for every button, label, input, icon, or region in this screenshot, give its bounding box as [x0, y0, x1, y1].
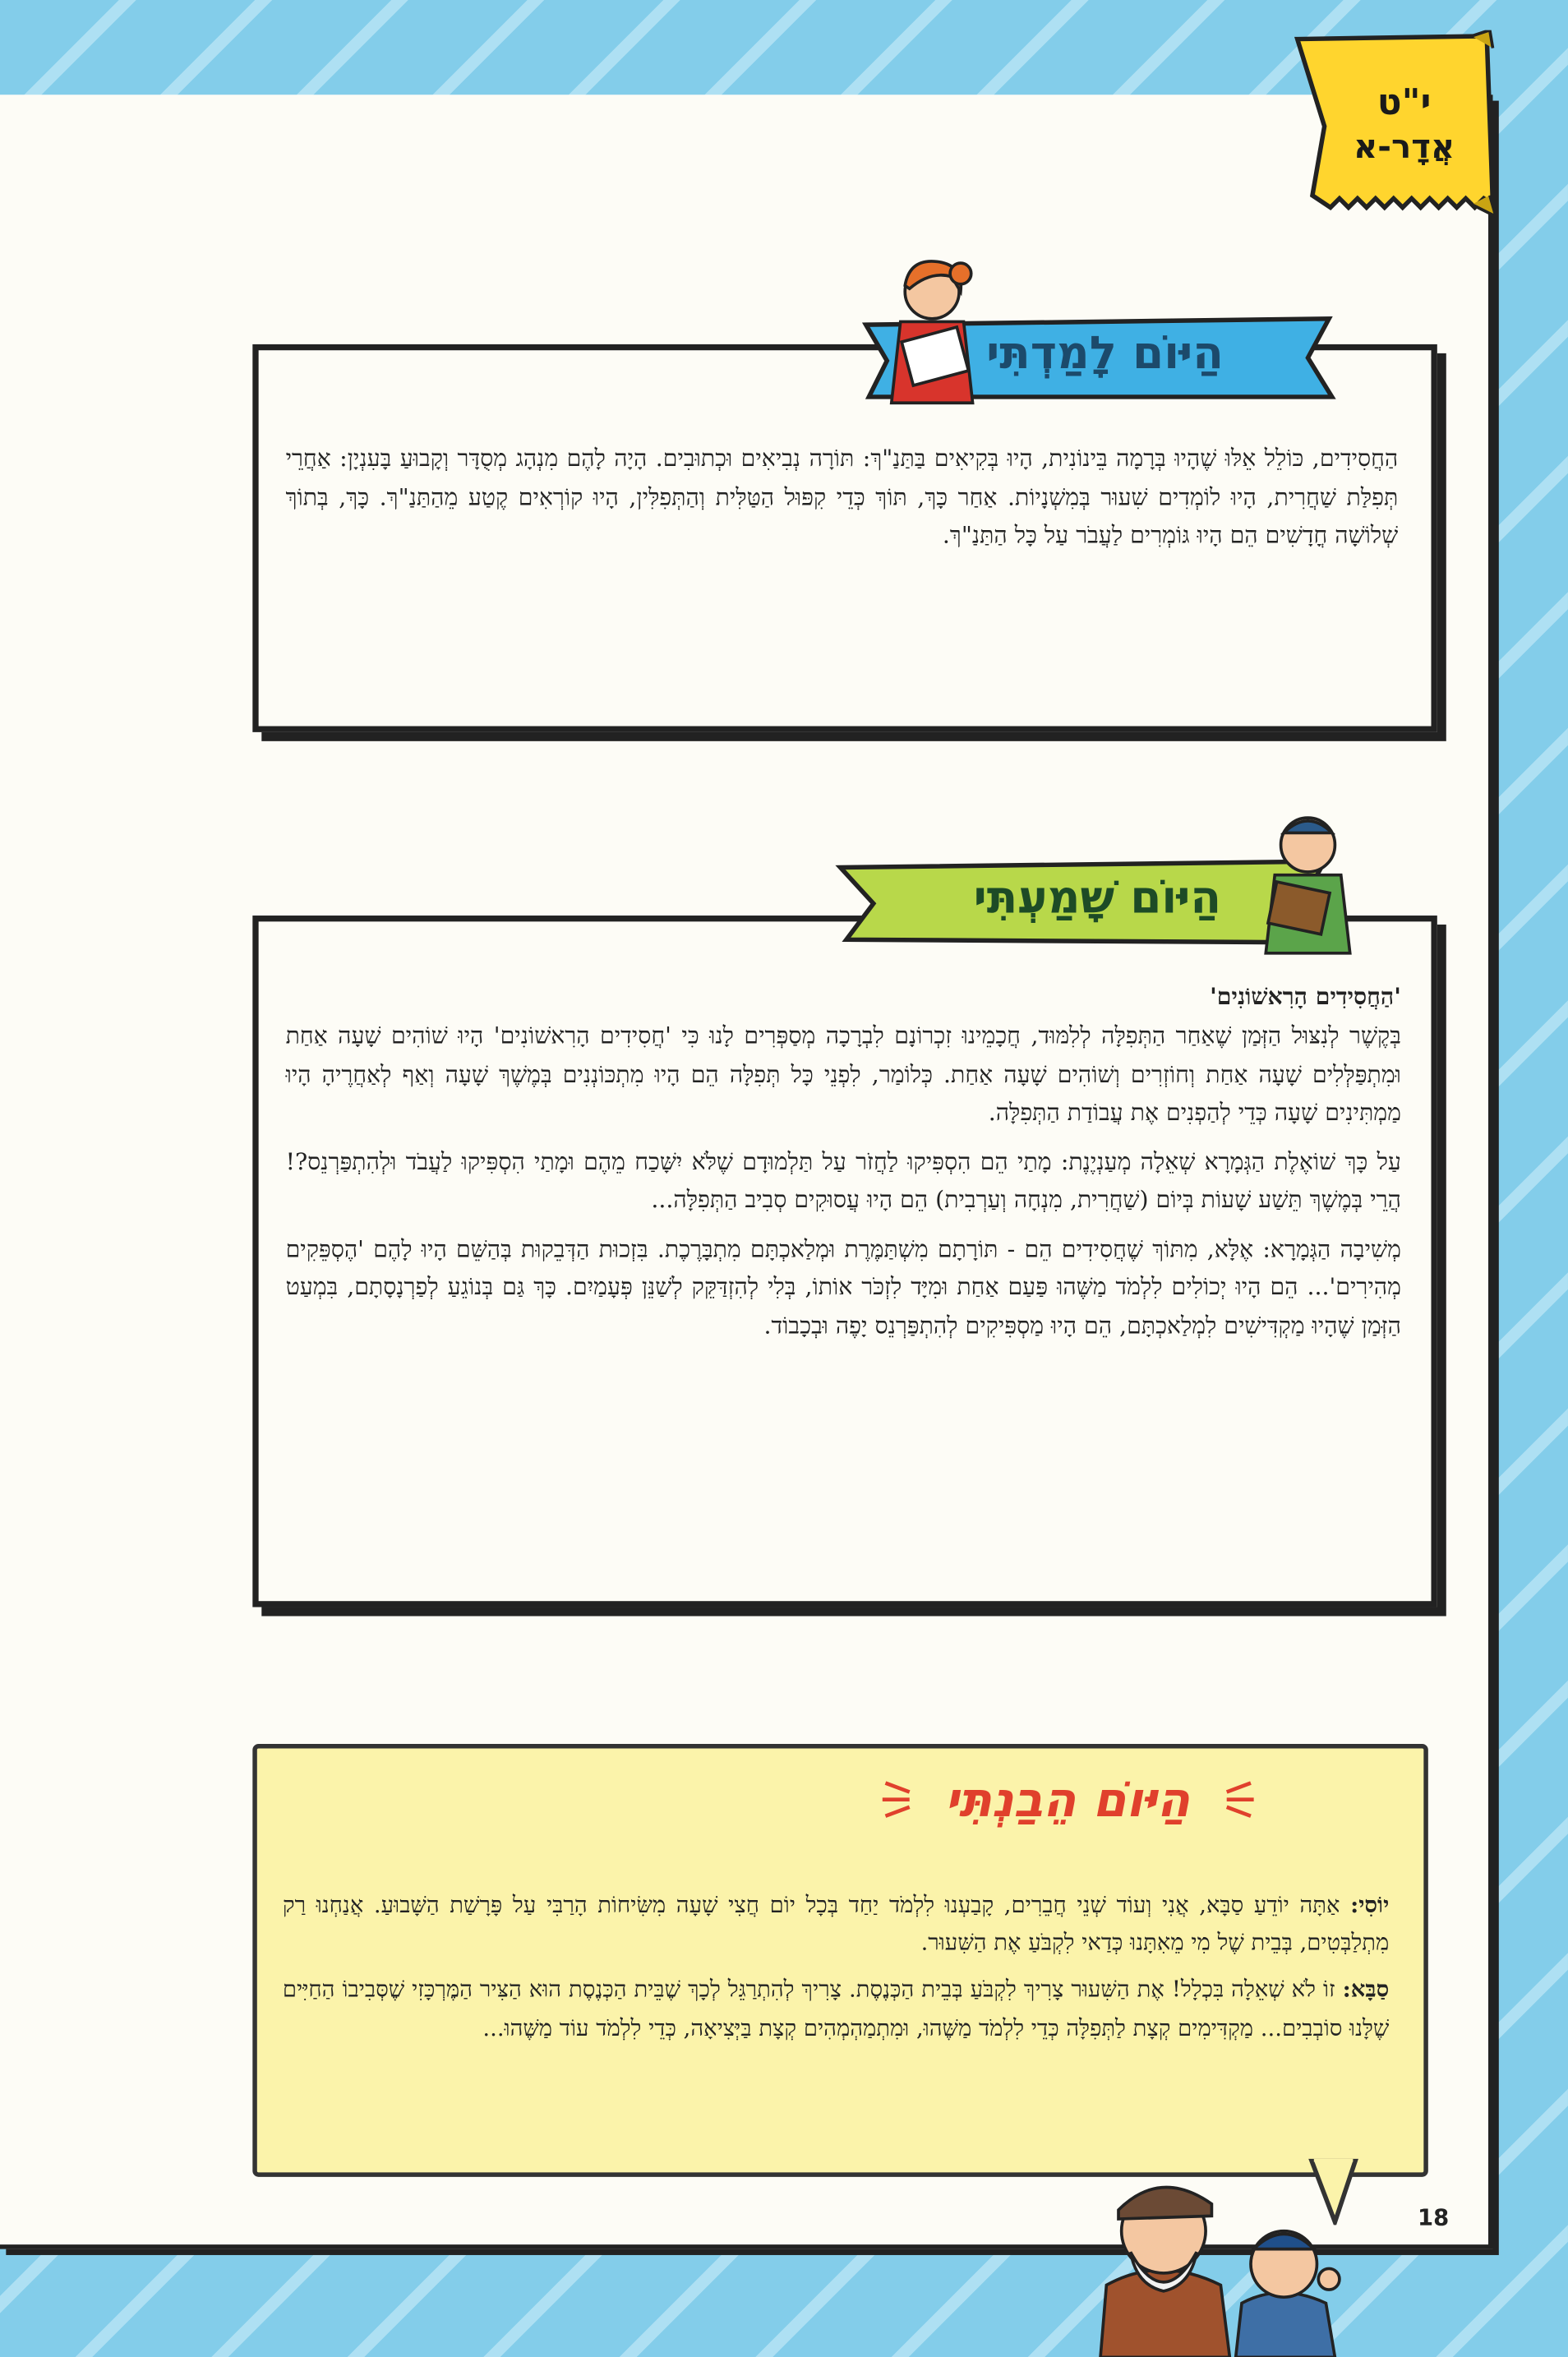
girl-reading-illustration [865, 256, 1000, 406]
page-number: 18 [1418, 2203, 1450, 2231]
sparks-left-icon [879, 1777, 915, 1822]
date-month: אֲדָר-א [1353, 129, 1455, 168]
learned-title: הַיּוֹם לָמַדְתִּי [986, 327, 1224, 381]
sparks-right-icon [1220, 1777, 1257, 1822]
speaker-saba: סַבָּא: [1342, 1976, 1390, 2004]
saba-text: זוֹ לֹא שְׁאֵלָה בִּכְלָל! אֶת הַשִּׁעוּר צָרִיךְ לִקְבֹּעַ בְּבֵית הַכְּנֶסֶת. צָרִיךְ לְהִתְרַגֵּל לְכָךְ שֶׁבֵּית הַכְּנֶסֶת הוּא הַצִּיר הַמֶּרְכָּזִי שֶׁסְּבִיבוֹ הַחַיִּים שֶׁלָּנוּ סוֹבְבִים... מַקְדִּימִים קְצָת לַתְּפִלָּה כְּדֵי לִלְמֹד מַשֶּׁהוּ, וּמִתְמַהְמְהִים קְצָת בַּיְּצִיאָה, כְּדֵי לִלְמֹד עוֹד מַשֶּׁהוּ... [282, 1976, 1390, 2041]
heard-paragraph-2: עַל כָּךְ שׁוֹאֶלֶת הַגְּמָרָא שְׁאֵלָה מְעַנְיֶנֶת: מָתַי הֵם הִסְפִּיקוּ לַחֲזֹר עַל תַּלְמוּדָם שֶׁלֹּא יִשָּׁכַח מֵהֶם וּמָתַי הִסְפִּיקוּ לַעֲבֹד וּלְהִתְפַּרְנֵס?! הֲרֵי בְּמֶשֶׁךְ תֵּשַׁע שָׁעוֹת בְּיוֹם (שַׁחֲרִית, מִנְחָה וְעַרְבִית) הֵם הָיוּ עֲסוּקִים סְבִיב הַתְּפִלָּה... [285, 1148, 1401, 1214]
speaker-yossi: יוֹסִי: [1350, 1891, 1390, 1919]
boy-reading-illustration [1245, 806, 1365, 957]
grandpa-and-boy-illustration [1086, 2135, 1356, 2357]
understood-title: הַיּוֹם הֵבַנְתִּי [944, 1770, 1190, 1829]
learned-text: הַחֲסִידִים, כּוֹלֵל אֵלּוּ שֶׁהָיוּ בְּרָמָה בֵּינוֹנִית, הָיוּ בְּקִיאִים בַּתַּנַ"ךְ: תּוֹרָה נְבִיאִים וּכְתוּבִים. הָיָה לָהֶם מִנְהָג מְסֻדָּר וְקָבוּעַ בָּעִנְיָן: אַחֲרֵי תְּפִלַּת שַׁחֲרִית, הָיוּ לוֹמְדִים שִׁעוּר בְּמִשְׁנָיוֹת. אַחַר כָּךְ, תּוֹךְ כְּדֵי קִפּוּל הַטַּלִּית וְהַתְּפִלִּין, הָיוּ קוֹרְאִים קֶטַע מֵהַתַּנַ"ךְ. כָּךְ, בְּתוֹךְ שְׁלוֹשָׁה חֳדָשִׁים הֵם הָיוּ גּוֹמְרִים לַעֲבֹר עַל כָּל הַתַּנַ"ךְ. [285, 445, 1399, 549]
heard-content [286, 982, 1401, 1357]
heard-title: הַיּוֹם שָׁמַעְתִּי [973, 871, 1222, 925]
understood-dialogue [283, 1887, 1389, 2056]
dialogue-line-yossi [283, 1887, 1389, 1963]
heard-paragraph-1: בְּקֶשֶׁר לְנִצּוּל הַזְּמַן שֶׁאַחַר הַתְּפִלָּה לְלִמּוּד, חֲכָמֵינוּ זִכְרוֹנָם לִבְרָכָה מְסַפְּרִים לָנוּ כִּי 'חֲסִידִים הָרִאשׁוֹנִים' הָיוּ שׁוֹהִים שָׁעָה אַחַת וּמִתְפַּלְּלִים שָׁעָה אַחַת וְחוֹזְרִים וְשׁוֹהִים שָׁעָה אַחַת. כְּלוֹמַר, לִפְנֵי כָּל תְּפִלָּה הֵם הָיוּ מִתְכּוֹנְנִים בְּמֶשֶׁךְ שָׁעָה וְאַף לְאַחֲרֶיהָ הָיוּ מַמְתִּינִים שָׁעָה כְּדֵי לְהַפְנִים אֶת עֲבוֹדַת הַתְּפִלָּה. [285, 1022, 1401, 1127]
date-day: י"ט [1377, 81, 1432, 124]
dialogue-line-saba [283, 1972, 1389, 2047]
heard-box [252, 916, 1437, 1607]
heard-subtitle: 'הַחֲסִידִים הָרִאשׁוֹנִים' [1210, 981, 1401, 1011]
heard-paragraph-3: מְשִׁיבָה הַגְּמָרָא: אֶלָּא, מִתּוֹךְ שֶׁחֲסִידִים הֵם - תּוֹרָתָם מִשְׁתַּמֶּרֶת וּמְלַאכְתָּם מִתְבָּרֶכֶת. בִּזְכוּת הַדְּבֵקוּת בְּהַשֵּׁם הָיוּ לָהֶם 'הֶסְפֵּקִים מְהִירִים'... הֵם הָיוּ יְכוֹלִים לִלְמֹד מַשֶּׁהוּ פַּעַם אַחַת וּמִיָּד לִזְכֹּר אוֹתוֹ, בְּלִי לְהִזְדַּקֵּק לְשַׁנֵּן פְּעָמַיִם. כָּךְ גַּם בְּנוֹגֵעַ לְפַרְנָסָתָם, בִּמְעַט הַזְּמַן שֶׁהָיוּ מַקְדִּישִׁים לִמְלַאכְתָּם, הֵם הָיוּ מַסְפִּיקִים לְהִתְפַּרְנֵס יָפֶה וּבְכָבוֹד. [285, 1235, 1401, 1340]
yossi-text: אַתָּה יוֹדֵעַ סַבָּא, אֲנִי וְעוֹד שְׁנֵי חֲבֵרִים, קָבַעְנוּ לִלְמֹד יַחַד בְּכָל יוֹם חֲצִי שָׁעָה מִשִּׂיחוֹת הָרַבִּי עַל פָּרָשַׁת הַשָּׁבוּעַ. אֲנַחְנוּ רַק מִתְלַבְּטִים, בְּבֵית שֶׁל מִי מֵאִתָּנוּ כְּדַאי לִקְבֹּעַ אֶת הַשִּׁעוּר. [282, 1891, 1390, 1957]
date-ribbon [1282, 30, 1501, 228]
